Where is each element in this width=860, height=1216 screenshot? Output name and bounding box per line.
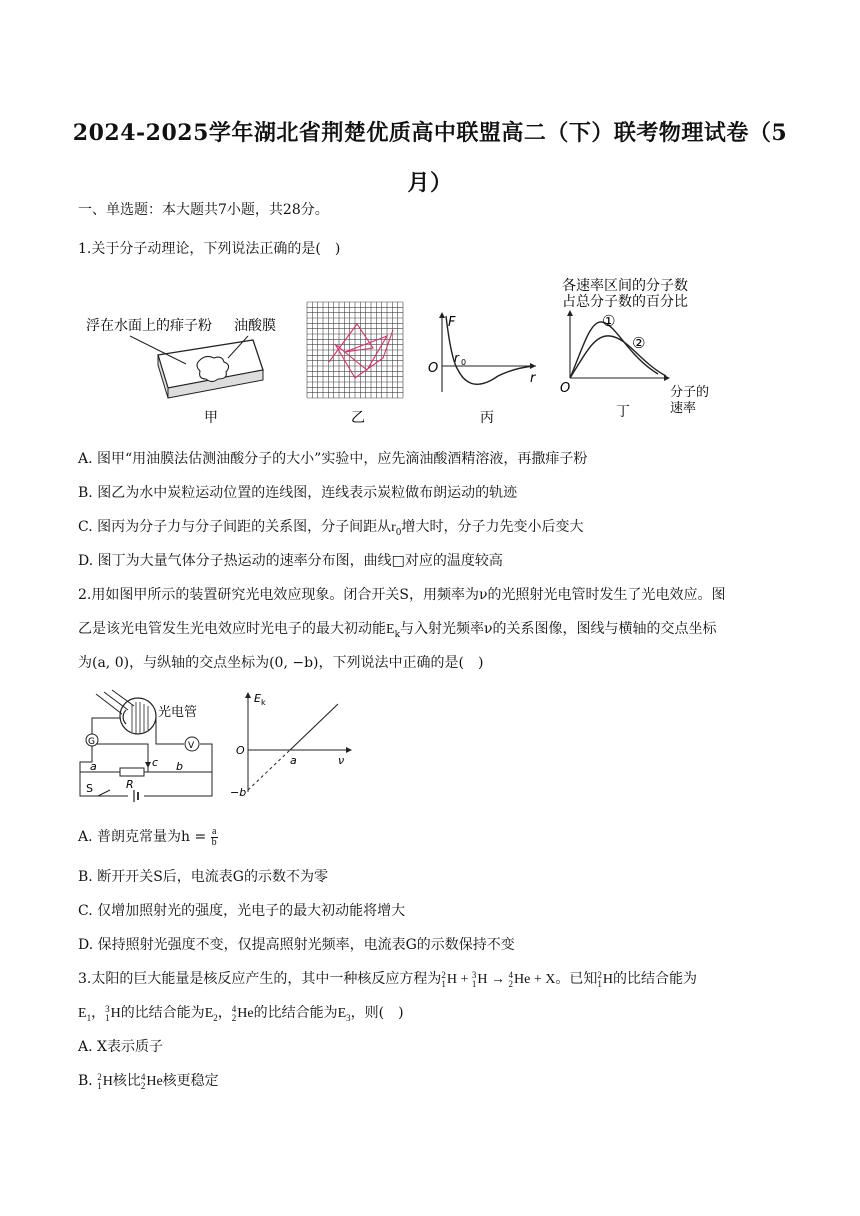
q3-e3: E [337,1006,347,1021]
q3-b-he: He [146,1074,163,1089]
q3-eq-he-mass: 4 [508,969,514,980]
q3-e1-sub: 1 [86,1012,92,1023]
ding-curve1: ① [602,312,616,330]
q3-eq-h3-z: 1 [471,978,477,989]
q3-b-he-iso [141,1073,146,1091]
q2-stem-line1: 2.用如图甲所示的装置研究光电效应现象。闭合开关S，用频率为ν的光照射光电管时发生了光电效应。图 [78,587,726,603]
q3-eq-he-z: 2 [508,978,514,989]
bing-f-label: F [448,315,456,330]
q2-fraction-num: a [211,825,217,837]
exam-title [40,108,820,208]
q3-eq-h3: H [477,972,488,987]
q3-post: 的比结合能为 [612,971,697,987]
q1-option-c-post: 增大时，分子力先变小后变大 [401,519,584,535]
switch-icon [98,790,110,796]
circuit-r: R [126,778,134,791]
q2-stem-line3: 为(a, 0)，与纵轴的交点坐标为(0, −b)，下列说法中正确的是( ) [78,655,484,671]
q1-option-c-sub: 0 [395,527,402,538]
bing-caption: 丙 [480,410,494,426]
q1-option-c [78,516,778,544]
bing-r0-sub: 0 [461,358,467,367]
exam-title-line2: 月） [407,170,453,196]
q3-e3-sub: 3 [346,1012,351,1023]
q3-eq-he-iso [509,971,514,989]
yi-caption: 乙 [351,410,365,426]
q2-option-a [78,826,778,848]
q3-l2-c: ， [217,1005,232,1021]
q3-l2-h3-iso [105,1005,110,1023]
q3-b-h-mass: 2 [97,1071,102,1082]
q2-fraction [211,827,218,848]
ding-title-1: 各速率区间的分子数 [562,278,688,294]
q3-eq-h2-iso [441,971,446,989]
q3-e2-sub: 2 [213,1012,218,1023]
exam-title-line1: 2024-2025学年湖北省荆楚优质高中联盟高二（下）联考物理试卷（5 [72,120,788,146]
q2-figure-graph [228,688,358,802]
q3-known-h: H [602,972,613,987]
q3-l2-d: 的比结合能为 [253,1005,338,1021]
ding-title-2: 占总分子数的百分比 [562,294,688,310]
q3-known-iso [597,971,602,989]
q3-l2-e: ，则( ) [350,1005,404,1021]
ding-x-1: 分子的 [670,385,710,400]
q3-stem-line1 [78,968,778,991]
circuit-tube-label: 光电管 [158,705,198,720]
circuit-s: S [86,782,93,795]
q3-l2-a: ， [91,1005,106,1021]
graph-a: a [290,754,297,767]
circuit-g: G [88,737,95,747]
jia-label-film: 油酸膜 [234,318,276,334]
q2-fraction-den: b [211,836,217,848]
q3-pre: 3.太阳的巨大能量是核反应产生的，其中一种核反应方程为 [78,971,442,987]
q1-figure-bing [428,300,543,430]
ding-x-2: 速率 [670,401,697,416]
q3-option-b-post: 核更稳定 [162,1073,219,1089]
q3-b-h: H [102,1074,113,1089]
q3-l2-h3: H [110,1006,121,1021]
q1-figure-jia [78,300,278,430]
q1-option-c-pre: C. 图丙为分子力与分子间距的关系图，分子间距从 [78,519,392,535]
graph-ek-sub: k [261,698,266,707]
q3-stem-line2 [78,1002,778,1029]
q3-eq-h3-iso [472,971,477,989]
q3-b-h-z: 1 [97,1080,102,1091]
graph-nu: ν [338,754,345,767]
q3-mid: 。已知 [555,971,598,987]
q3-equation: 2 1H + 3 1H → 4 2He + X [441,969,556,989]
q1-stem: 1.关于分子动理论，下列说法正确的是( ) [78,241,341,257]
q3-l2-b: 的比结合能为 [120,1005,205,1021]
circuit-b: b [176,760,183,773]
circuit-a: a [90,760,97,773]
graph-origin: O [236,744,245,757]
q1-option-c-var: r [391,520,396,535]
q3-eq-he: He [514,972,531,987]
q3-l2-h3-z: 1 [105,1012,110,1023]
q3-option-b-mid: 核比 [112,1073,141,1089]
q2-ek-var: E [386,622,395,637]
q2-option-b: B. 断开开关S后，电流表G的示数不为零 [78,869,328,885]
yi-particle-path [329,324,393,378]
q1-option-b: B. 图乙为水中炭粒运动位置的连线图，连线表示炭粒做布朗运动的轨迹 [78,485,518,501]
phototube-circle [120,698,156,734]
q3-eq-h2-z: 1 [441,978,446,989]
q1-figure-yi [305,300,410,430]
q3-option-b-pre: B. [78,1073,98,1089]
q2-stem-line2-post: 与入射光频率ν的关系图像，图线与横轴的交点坐标 [400,621,717,637]
jia-caption: 甲 [204,410,218,426]
q3-l2-he-iso [232,1005,237,1023]
yi-grid [307,302,403,398]
q3-b-h-iso [97,1073,102,1091]
q1-option-d: D. 图丁为大量气体分子热运动的速率分布图，曲线□对应的温度较高 [78,553,503,569]
q2-figure-circuit [78,688,218,802]
q1-figure-ding [558,270,728,430]
jia-label-powder: 浮在水面上的痱子粉 [86,318,212,334]
circuit-c: c [152,756,159,769]
ding-caption: 丁 [616,404,630,420]
q3-e1: E [78,1006,87,1021]
q3-eq-h2-mass: 2 [441,969,446,980]
rheostat-icon [120,768,144,776]
q3-l2-he-mass: 4 [231,1003,237,1014]
q2-option-d: D. 保持照射光强度不变，仅提高照射光频率，电流表G的示数保持不变 [78,937,515,953]
section-heading: 一、单选题：本大题共7小题，共28分。 [78,202,329,218]
graph-neg-b: −b [230,786,247,799]
q3-known-mass: 2 [597,969,602,980]
bing-origin: O [428,361,439,376]
q3-eq-h3-mass: 3 [471,969,477,980]
circuit-v: V [188,741,195,751]
q3-option-b [78,1070,778,1093]
q3-l2-h3-mass: 3 [105,1003,110,1014]
q3-e2: E [204,1006,214,1021]
q1-option-a: A. 图甲“用油膜法估测油酸分子的大小”实验中，应先滴油酸酒精溶液，再撒痱子粉 [78,451,588,467]
q3-l2-he-z: 2 [231,1012,237,1023]
q3-option-a: A. X表示质子 [78,1039,163,1055]
graph-ek: E [254,692,261,705]
q2-stem-line2-pre: 乙是该光电管发生光电效应时光电子的最大初动能 [78,621,386,637]
q2-stem-line2 [78,618,778,646]
q3-l2-he: He [237,1006,254,1021]
bing-r0: r [454,351,459,365]
ding-origin: O [560,381,571,396]
q2-option-c: C. 仅增加照射光的强度，光电子的最大初动能将增大 [78,903,406,919]
ding-curve2: ② [632,334,646,352]
q3-eq-h2: H [446,972,457,987]
q3-known-z: 1 [597,978,602,989]
q2-option-a-pre: A. 普朗克常量为h = [78,829,211,845]
bing-r-label: r [530,371,536,386]
q3-b-he-z: 2 [140,1080,146,1091]
q2-ek-sub: k [394,629,401,640]
q3-b-he-mass: 4 [140,1071,146,1082]
